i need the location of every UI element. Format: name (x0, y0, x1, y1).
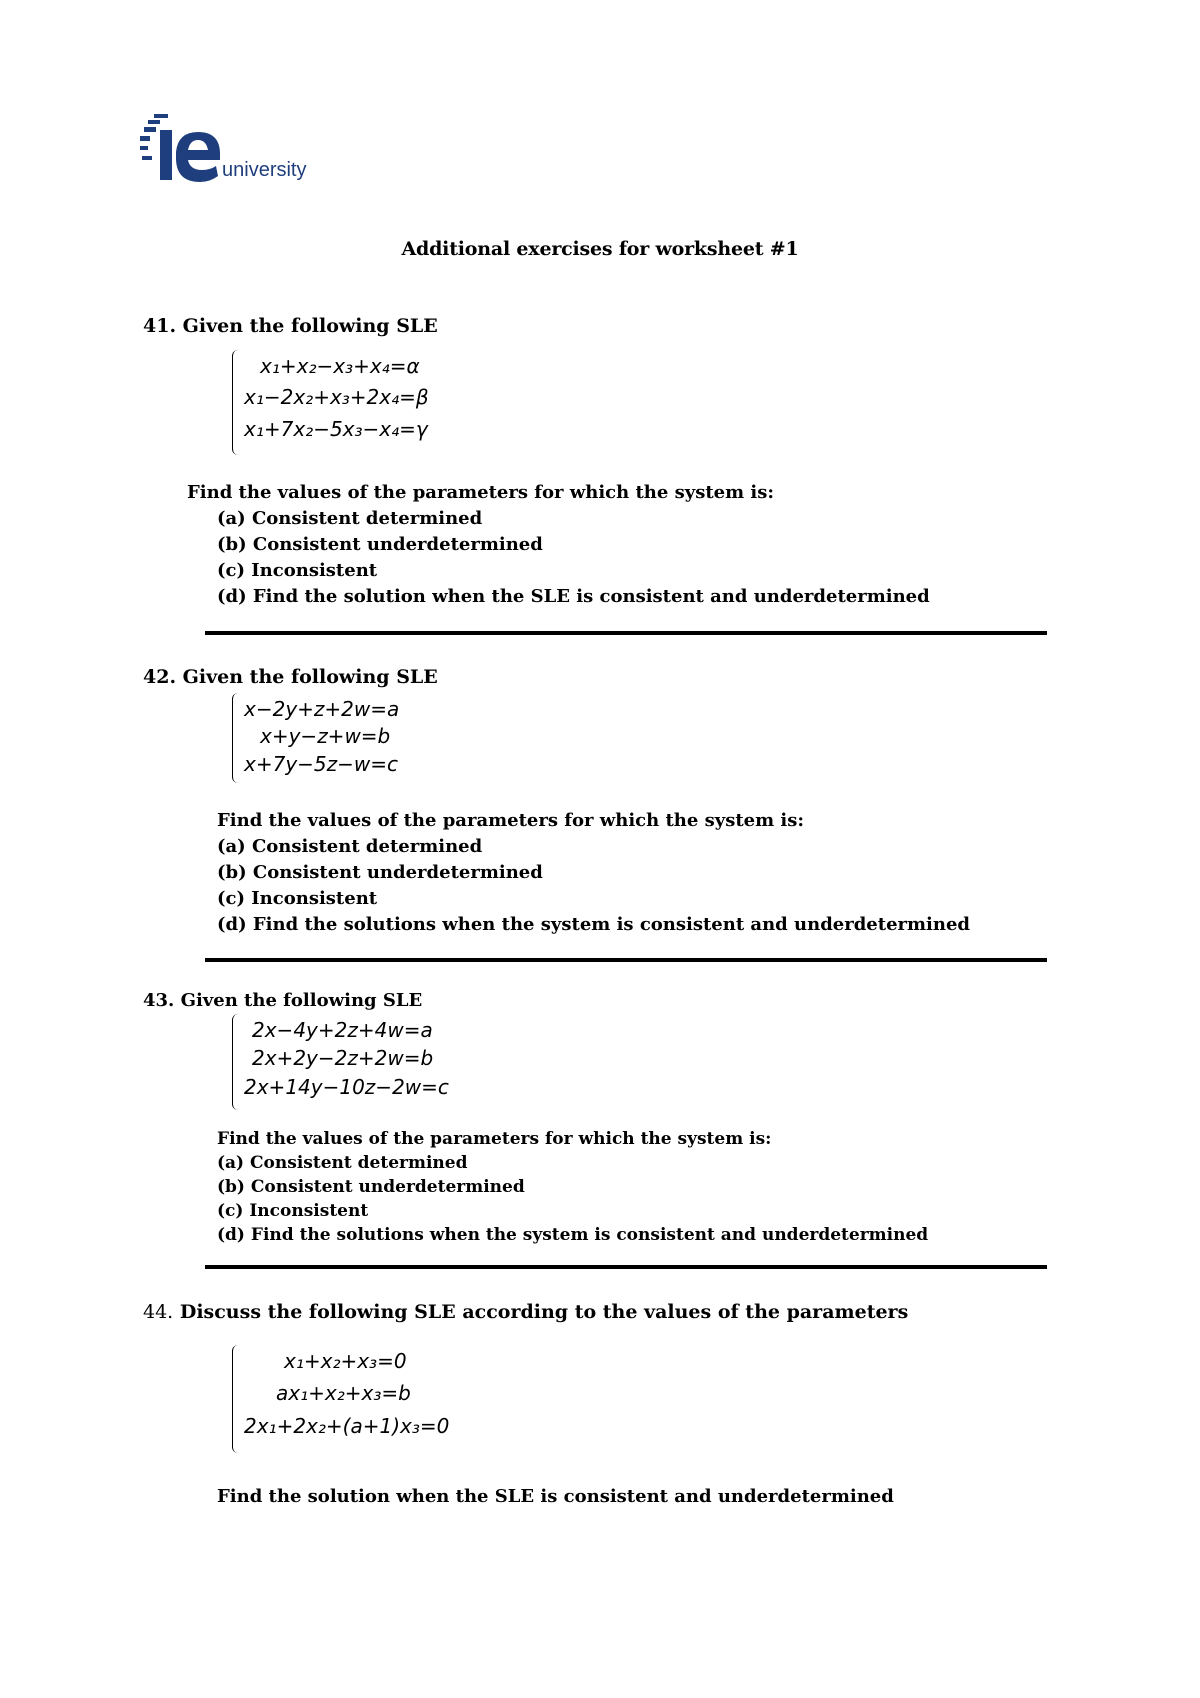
item-c: (c) Inconsistent (217, 560, 378, 581)
exercise-41-heading: 41. Given the following SLE (143, 315, 438, 337)
equation: 2x₁+2x₂+(a+1)x₃=0 (244, 1414, 450, 1438)
ie-university-logo (140, 112, 320, 192)
item-b: (b) Consistent underdetermined (217, 862, 543, 883)
equation: x₁−2x₂+x₃+2x₄=β (244, 385, 429, 409)
exercise-42-question: Find the values of the parameters for which the system is: (217, 810, 805, 831)
exercise-43-question: Find the values of the parameters for which the system is: (217, 1129, 772, 1149)
item-a: (a) Consistent determined (217, 836, 483, 857)
equation: x₁+x₂+x₃=0 (284, 1349, 407, 1373)
separator (205, 631, 1047, 635)
exercise-44-title: Discuss the following SLE according to the values of the parameters (179, 1301, 909, 1323)
equation: x+7y−5z−w=c (244, 752, 399, 776)
left-brace (232, 1014, 241, 1110)
item-d: (d) Find the solutions when the system is consistent and underdetermined (217, 914, 971, 935)
item-b: (b) Consistent underdetermined (217, 1177, 525, 1197)
exercise-44-heading (143, 1301, 908, 1323)
equation: 2x−4y+2z+4w=a (252, 1018, 433, 1042)
exercise-44-question: Find the solution when the SLE is consistent and underdetermined (217, 1486, 894, 1507)
equation: 2x+2y−2z+2w=b (252, 1046, 434, 1070)
page-title: Additional exercises for worksheet #1 (401, 238, 799, 260)
exercise-42-heading: 42. Given the following SLE (143, 666, 438, 688)
equation: x₁+x₂−x₃+x₄=α (260, 354, 420, 378)
equation: x₁+7x₂−5x₃−x₄=γ (244, 417, 428, 441)
equation: x−2y+z+2w=a (244, 697, 400, 721)
item-d: (d) Find the solution when the SLE is consistent and underdetermined (217, 586, 930, 607)
exercise-41-question: Find the values of the parameters for which the system is: (187, 482, 775, 503)
equation: 2x+14y−10z−2w=c (244, 1075, 449, 1099)
equation: x+y−z+w=b (260, 724, 391, 748)
left-brace (232, 1345, 241, 1453)
left-brace (232, 693, 241, 783)
separator (205, 958, 1047, 962)
item-a: (a) Consistent determined (217, 508, 483, 529)
item-b: (b) Consistent underdetermined (217, 534, 543, 555)
item-d: (d) Find the solutions when the system is consistent and underdetermined (217, 1225, 929, 1245)
separator (205, 1265, 1047, 1269)
exercise-44-number: 44. (143, 1301, 174, 1323)
logo-word: university (222, 159, 307, 181)
item-a: (a) Consistent determined (217, 1153, 468, 1173)
item-c: (c) Inconsistent (217, 1201, 369, 1221)
item-c: (c) Inconsistent (217, 888, 378, 909)
equation: ax₁+x₂+x₃=b (276, 1381, 411, 1405)
exercise-43-heading: 43. Given the following SLE (143, 990, 423, 1011)
left-brace (232, 350, 241, 455)
